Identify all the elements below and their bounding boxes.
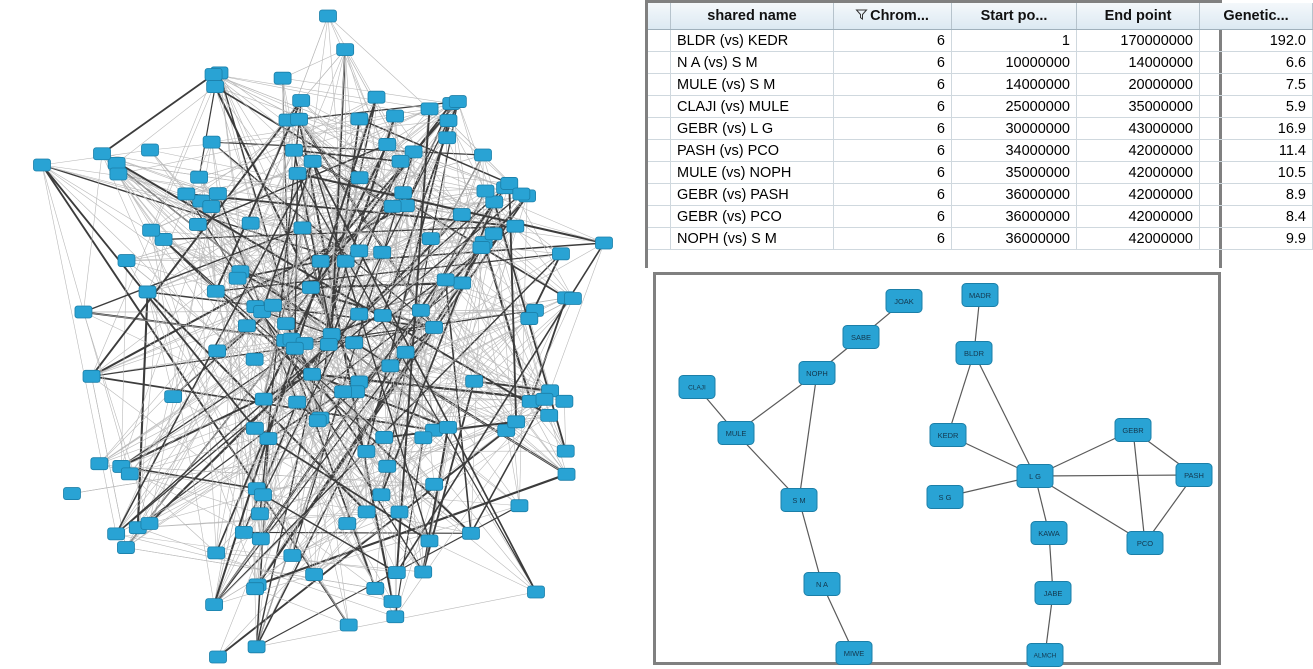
network-node[interactable] bbox=[209, 345, 226, 357]
network-node[interactable] bbox=[473, 242, 490, 254]
network-node[interactable] bbox=[392, 155, 409, 167]
network-edge[interactable] bbox=[212, 142, 218, 194]
network-node[interactable] bbox=[397, 346, 414, 358]
network-node[interactable] bbox=[373, 489, 390, 501]
network-node[interactable] bbox=[596, 237, 613, 249]
network-node[interactable] bbox=[486, 196, 503, 208]
network-node[interactable] bbox=[1176, 464, 1212, 487]
cell-genetic[interactable]: 11.4 bbox=[1200, 140, 1313, 162]
cell-start_point[interactable]: 35000000 bbox=[952, 162, 1077, 184]
network-node[interactable] bbox=[34, 159, 51, 171]
cell-chromosome[interactable]: 6 bbox=[834, 118, 952, 140]
network-node-label: N A bbox=[815, 579, 829, 589]
network-node[interactable] bbox=[351, 113, 368, 125]
column-header-start-point[interactable] bbox=[952, 3, 1077, 30]
network-node[interactable] bbox=[248, 641, 265, 653]
network-node[interactable] bbox=[1035, 582, 1071, 605]
network-node[interactable] bbox=[247, 583, 264, 595]
network-node[interactable] bbox=[843, 326, 879, 349]
network-node[interactable] bbox=[178, 188, 195, 200]
small-network-edges bbox=[697, 295, 1194, 655]
row-handle bbox=[648, 30, 671, 52]
network-edge[interactable] bbox=[799, 500, 822, 584]
network-node[interactable] bbox=[558, 468, 575, 480]
network-node[interactable] bbox=[209, 188, 226, 200]
table-row[interactable] bbox=[648, 52, 1313, 74]
network-node[interactable] bbox=[117, 542, 134, 554]
cell-shared_name[interactable]: BLDR (vs) KEDR bbox=[671, 30, 834, 52]
network-node[interactable] bbox=[302, 282, 319, 294]
network-node[interactable] bbox=[552, 248, 569, 260]
cell-genetic[interactable]: 192.0 bbox=[1200, 30, 1313, 52]
network-node[interactable] bbox=[337, 44, 354, 56]
network-node[interactable] bbox=[206, 599, 223, 611]
network-edge[interactable] bbox=[948, 353, 974, 435]
cell-genetic[interactable]: 5.9 bbox=[1200, 96, 1313, 118]
cell-shared_name[interactable]: CLAJI (vs) MULE bbox=[671, 96, 834, 118]
network-node[interactable] bbox=[718, 422, 754, 445]
cell-shared_name[interactable]: GEBR (vs) PASH bbox=[671, 184, 834, 206]
column-header-start-point-label: Start po... bbox=[980, 8, 1048, 24]
network-node[interactable] bbox=[387, 110, 404, 122]
network-edge[interactable] bbox=[799, 373, 817, 500]
network-node-label: SABE bbox=[850, 332, 872, 342]
table-body[interactable] bbox=[648, 30, 1313, 250]
cell-end_point[interactable]: 20000000 bbox=[1077, 74, 1200, 96]
network-node[interactable] bbox=[312, 255, 329, 267]
network-node[interactable] bbox=[415, 432, 432, 444]
network-node[interactable] bbox=[320, 10, 337, 22]
network-node-label: S M bbox=[792, 495, 806, 505]
network-node[interactable] bbox=[291, 113, 308, 125]
table-row[interactable] bbox=[648, 30, 1313, 52]
network-node[interactable] bbox=[335, 386, 352, 398]
network-node-label: PCO bbox=[1136, 538, 1154, 548]
network-node[interactable] bbox=[367, 582, 384, 594]
network-node[interactable] bbox=[412, 304, 429, 316]
cell-chromosome[interactable]: 6 bbox=[834, 74, 952, 96]
network-node[interactable] bbox=[264, 299, 281, 311]
network-node[interactable] bbox=[437, 274, 454, 286]
network-node[interactable] bbox=[368, 91, 385, 103]
network-node[interactable] bbox=[289, 396, 306, 408]
column-header-chromosome-label: Chrom... bbox=[870, 7, 929, 24]
column-header-end-point[interactable] bbox=[1077, 3, 1200, 30]
cell-start_point[interactable]: 1 bbox=[952, 30, 1077, 52]
network-node[interactable] bbox=[781, 489, 817, 512]
network-node[interactable] bbox=[165, 391, 182, 403]
network-node[interactable] bbox=[395, 187, 412, 199]
network-node[interactable] bbox=[203, 201, 220, 213]
network-node-label: ALMCH bbox=[1033, 652, 1057, 660]
network-edge[interactable] bbox=[198, 224, 216, 552]
network-node[interactable] bbox=[252, 533, 269, 545]
network-edge[interactable] bbox=[564, 401, 565, 451]
cell-shared_name[interactable]: MULE (vs) NOPH bbox=[671, 162, 834, 184]
network-node[interactable] bbox=[203, 136, 220, 148]
row-handle bbox=[648, 206, 671, 228]
table-row[interactable] bbox=[648, 118, 1313, 140]
network-node[interactable] bbox=[1027, 644, 1063, 667]
network-edge[interactable] bbox=[130, 307, 256, 474]
network-edge[interactable] bbox=[102, 75, 214, 154]
network-node[interactable] bbox=[255, 489, 272, 501]
network-node[interactable] bbox=[1115, 419, 1151, 442]
cell-end_point[interactable]: 42000000 bbox=[1077, 228, 1200, 250]
network-node[interactable] bbox=[207, 81, 224, 93]
network-node[interactable] bbox=[277, 318, 294, 330]
table-row[interactable] bbox=[648, 74, 1313, 96]
cell-end_point[interactable]: 43000000 bbox=[1077, 118, 1200, 140]
network-node-label: PASH bbox=[1184, 470, 1204, 480]
network-node[interactable] bbox=[440, 421, 457, 433]
cell-start_point[interactable]: 36000000 bbox=[952, 206, 1077, 228]
cell-end_point[interactable]: 42000000 bbox=[1077, 162, 1200, 184]
network-node[interactable] bbox=[384, 595, 401, 607]
network-node[interactable] bbox=[210, 651, 227, 663]
table-row[interactable] bbox=[648, 228, 1313, 250]
network-node[interactable] bbox=[351, 308, 368, 320]
row-handle bbox=[648, 118, 671, 140]
cell-end_point[interactable]: 42000000 bbox=[1077, 184, 1200, 206]
network-node[interactable] bbox=[118, 255, 135, 267]
network-node[interactable] bbox=[94, 148, 111, 160]
network-node[interactable] bbox=[387, 611, 404, 623]
network-node[interactable] bbox=[229, 272, 246, 284]
row-handle bbox=[648, 140, 671, 162]
table-row[interactable] bbox=[648, 96, 1313, 118]
network-edge[interactable] bbox=[519, 196, 527, 506]
network-edge[interactable] bbox=[42, 165, 130, 474]
network-node[interactable] bbox=[564, 293, 581, 305]
network-node[interactable] bbox=[507, 220, 524, 232]
network-node[interactable] bbox=[108, 528, 125, 540]
network-node-label: S G bbox=[938, 492, 952, 502]
cell-start_point[interactable]: 10000000 bbox=[952, 52, 1077, 74]
cell-genetic[interactable]: 6.6 bbox=[1200, 52, 1313, 74]
column-header-shared-name[interactable] bbox=[671, 3, 834, 30]
network-node[interactable] bbox=[358, 445, 375, 457]
network-node[interactable] bbox=[930, 424, 966, 447]
cell-end_point[interactable]: 42000000 bbox=[1077, 140, 1200, 162]
column-header-chromosome[interactable] bbox=[834, 3, 952, 30]
network-node[interactable] bbox=[121, 468, 138, 480]
network-node[interactable] bbox=[836, 642, 872, 665]
network-node[interactable] bbox=[251, 508, 268, 520]
network-node[interactable] bbox=[274, 72, 291, 84]
cell-shared_name[interactable]: N A (vs) S M bbox=[671, 52, 834, 74]
cell-chromosome[interactable]: 6 bbox=[834, 162, 952, 184]
network-node[interactable] bbox=[511, 500, 528, 512]
network-node[interactable] bbox=[477, 185, 494, 197]
network-node[interactable] bbox=[339, 518, 356, 530]
network-node[interactable] bbox=[485, 228, 502, 240]
cell-start_point[interactable]: 14000000 bbox=[952, 74, 1077, 96]
large-network-panel[interactable] bbox=[0, 0, 645, 669]
column-header-shared-name-label: shared name bbox=[707, 8, 797, 24]
network-node-label: GEBR bbox=[1122, 425, 1144, 435]
cell-genetic[interactable]: 8.4 bbox=[1200, 206, 1313, 228]
region-table-panel[interactable] bbox=[645, 0, 1306, 268]
cell-chromosome[interactable]: 6 bbox=[834, 228, 952, 250]
network-node[interactable] bbox=[391, 506, 408, 518]
network-node[interactable] bbox=[205, 69, 222, 81]
network-node[interactable] bbox=[110, 168, 127, 180]
network-node[interactable] bbox=[286, 342, 303, 354]
table-corner bbox=[648, 3, 671, 30]
small-network-panel[interactable] bbox=[653, 272, 1221, 665]
network-node[interactable] bbox=[927, 486, 963, 509]
network-node[interactable] bbox=[309, 415, 326, 427]
network-node-label: L G bbox=[1029, 471, 1041, 481]
cell-chromosome[interactable]: 6 bbox=[834, 140, 952, 162]
network-node[interactable] bbox=[242, 217, 259, 229]
network-node-label: CLAJI bbox=[688, 384, 706, 392]
network-node-label: MIWE bbox=[843, 648, 865, 658]
network-node-label: NOPH bbox=[806, 368, 828, 378]
cell-start_point[interactable]: 36000000 bbox=[952, 184, 1077, 206]
network-node[interactable] bbox=[1017, 465, 1053, 488]
cell-chromosome[interactable]: 6 bbox=[834, 184, 952, 206]
network-node[interactable] bbox=[306, 569, 323, 581]
column-header-genetic[interactable] bbox=[1200, 3, 1313, 30]
filter-icon[interactable] bbox=[856, 8, 867, 24]
network-node[interactable] bbox=[255, 393, 272, 405]
network-node[interactable] bbox=[508, 416, 525, 428]
network-node[interactable] bbox=[1031, 522, 1067, 545]
cell-genetic[interactable]: 10.5 bbox=[1200, 162, 1313, 184]
cell-start_point[interactable]: 36000000 bbox=[952, 228, 1077, 250]
table-header-row bbox=[648, 3, 1313, 30]
network-node[interactable] bbox=[422, 233, 439, 245]
cell-start_point[interactable]: 25000000 bbox=[952, 96, 1077, 118]
column-header-end-point-label: End point bbox=[1104, 8, 1172, 24]
network-edge[interactable] bbox=[151, 230, 214, 604]
network-node[interactable] bbox=[376, 431, 393, 443]
cell-end_point[interactable]: 42000000 bbox=[1077, 206, 1200, 228]
network-node[interactable] bbox=[108, 157, 125, 169]
cell-shared_name[interactable]: GEBR (vs) L G bbox=[671, 118, 834, 140]
network-node[interactable] bbox=[475, 149, 492, 161]
network-node[interactable] bbox=[340, 619, 357, 631]
network-node[interactable] bbox=[679, 376, 715, 399]
network-node[interactable] bbox=[556, 395, 573, 407]
network-node[interactable] bbox=[536, 393, 553, 405]
network-node-label: MULE bbox=[725, 428, 747, 438]
network-node[interactable] bbox=[521, 313, 538, 325]
network-node[interactable] bbox=[513, 188, 530, 200]
network-node[interactable] bbox=[421, 103, 438, 115]
cell-chromosome[interactable]: 6 bbox=[834, 96, 952, 118]
row-handle bbox=[648, 96, 671, 118]
network-node[interactable] bbox=[799, 362, 835, 385]
network-node[interactable] bbox=[246, 353, 263, 365]
cell-shared_name[interactable]: MULE (vs) S M bbox=[671, 74, 834, 96]
network-node[interactable] bbox=[75, 306, 92, 318]
network-node[interactable] bbox=[388, 567, 405, 579]
cell-genetic[interactable]: 9.9 bbox=[1200, 228, 1313, 250]
network-edge[interactable] bbox=[117, 87, 216, 164]
network-node[interactable] bbox=[320, 338, 337, 350]
network-node[interactable] bbox=[374, 246, 391, 258]
cell-chromosome[interactable]: 6 bbox=[834, 206, 952, 228]
network-node[interactable] bbox=[143, 224, 160, 236]
network-node-label: JABE bbox=[1043, 588, 1063, 598]
network-node[interactable] bbox=[415, 566, 432, 578]
network-node[interactable] bbox=[235, 526, 252, 538]
network-node[interactable] bbox=[142, 144, 159, 156]
network-node[interactable] bbox=[304, 368, 321, 380]
table-row[interactable] bbox=[648, 162, 1313, 184]
cell-end_point[interactable]: 170000000 bbox=[1077, 30, 1200, 52]
right-column bbox=[645, 0, 1306, 669]
network-node-label: MADR bbox=[968, 290, 992, 300]
network-edge[interactable] bbox=[1133, 430, 1145, 543]
network-node[interactable] bbox=[207, 285, 224, 297]
network-node[interactable] bbox=[439, 132, 456, 144]
network-node[interactable] bbox=[346, 337, 363, 349]
network-node[interactable] bbox=[1127, 532, 1163, 555]
network-edge[interactable] bbox=[199, 87, 215, 178]
network-node-label: KEDR bbox=[937, 430, 959, 440]
small-network-canvas[interactable] bbox=[656, 275, 1218, 662]
cell-chromosome[interactable]: 6 bbox=[834, 30, 952, 52]
network-node[interactable] bbox=[83, 370, 100, 382]
network-node[interactable] bbox=[139, 286, 156, 298]
cell-end_point[interactable]: 14000000 bbox=[1077, 52, 1200, 74]
row-handle bbox=[648, 74, 671, 96]
column-header-genetic-label: Genetic... bbox=[1223, 8, 1289, 24]
network-edge[interactable] bbox=[320, 418, 429, 541]
network-edge[interactable] bbox=[1035, 475, 1194, 476]
network-node[interactable] bbox=[453, 209, 470, 221]
row-handle bbox=[648, 228, 671, 250]
network-node[interactable] bbox=[351, 172, 368, 184]
row-handle bbox=[648, 184, 671, 206]
cell-chromosome[interactable]: 6 bbox=[834, 52, 952, 74]
network-node[interactable] bbox=[246, 422, 263, 434]
network-node[interactable] bbox=[454, 277, 471, 289]
network-node[interactable] bbox=[956, 342, 992, 365]
network-node[interactable] bbox=[382, 360, 399, 372]
network-node[interactable] bbox=[208, 547, 225, 559]
network-node[interactable] bbox=[449, 96, 466, 108]
row-handle bbox=[648, 162, 671, 184]
network-node[interactable] bbox=[384, 200, 401, 212]
cell-genetic[interactable]: 16.9 bbox=[1200, 118, 1313, 140]
network-edge[interactable] bbox=[974, 353, 1035, 476]
cell-shared_name[interactable]: PASH (vs) PCO bbox=[671, 140, 834, 162]
network-node[interactable] bbox=[886, 290, 922, 313]
large-network-canvas[interactable] bbox=[0, 0, 645, 669]
table-row[interactable] bbox=[648, 140, 1313, 162]
network-node[interactable] bbox=[440, 115, 457, 127]
cell-shared_name[interactable]: NOPH (vs) S M bbox=[671, 228, 834, 250]
network-node[interactable] bbox=[304, 155, 321, 167]
network-node[interactable] bbox=[191, 171, 208, 183]
network-node[interactable] bbox=[379, 460, 396, 472]
network-node[interactable] bbox=[294, 222, 311, 234]
network-node[interactable] bbox=[374, 309, 391, 321]
network-node[interactable] bbox=[358, 506, 375, 518]
cell-start_point[interactable]: 30000000 bbox=[952, 118, 1077, 140]
network-node[interactable] bbox=[426, 321, 443, 333]
network-node[interactable] bbox=[63, 488, 80, 500]
cell-genetic[interactable]: 8.9 bbox=[1200, 184, 1313, 206]
network-node[interactable] bbox=[293, 95, 310, 107]
network-node[interactable] bbox=[962, 284, 998, 307]
cell-shared_name[interactable]: GEBR (vs) PCO bbox=[671, 206, 834, 228]
network-node[interactable] bbox=[463, 527, 480, 539]
network-node[interactable] bbox=[284, 550, 301, 562]
network-node[interactable] bbox=[541, 409, 558, 421]
region-table[interactable] bbox=[648, 3, 1313, 250]
network-node[interactable] bbox=[466, 375, 483, 387]
row-handle bbox=[648, 52, 671, 74]
cell-start_point[interactable]: 34000000 bbox=[952, 140, 1077, 162]
network-node[interactable] bbox=[289, 168, 306, 180]
network-node[interactable] bbox=[804, 573, 840, 596]
network-node[interactable] bbox=[351, 245, 368, 257]
table-row[interactable] bbox=[648, 184, 1313, 206]
network-edge[interactable] bbox=[255, 589, 349, 625]
network-node[interactable] bbox=[238, 320, 255, 332]
cell-genetic[interactable]: 7.5 bbox=[1200, 74, 1313, 96]
network-node[interactable] bbox=[528, 586, 545, 598]
network-node-label: JOAK bbox=[894, 296, 914, 306]
network-node[interactable] bbox=[141, 517, 158, 529]
network-node[interactable] bbox=[189, 218, 206, 230]
network-node-label: BLDR bbox=[963, 348, 985, 358]
network-node[interactable] bbox=[557, 445, 574, 457]
network-node[interactable] bbox=[421, 535, 438, 547]
network-node[interactable] bbox=[379, 138, 396, 150]
cell-end_point[interactable]: 35000000 bbox=[1077, 96, 1200, 118]
network-node[interactable] bbox=[285, 144, 302, 156]
network-edge[interactable] bbox=[244, 532, 471, 533]
table-row[interactable] bbox=[648, 206, 1313, 228]
network-node[interactable] bbox=[91, 458, 108, 470]
network-node[interactable] bbox=[426, 478, 443, 490]
network-node-label: KAWA bbox=[1038, 528, 1060, 538]
